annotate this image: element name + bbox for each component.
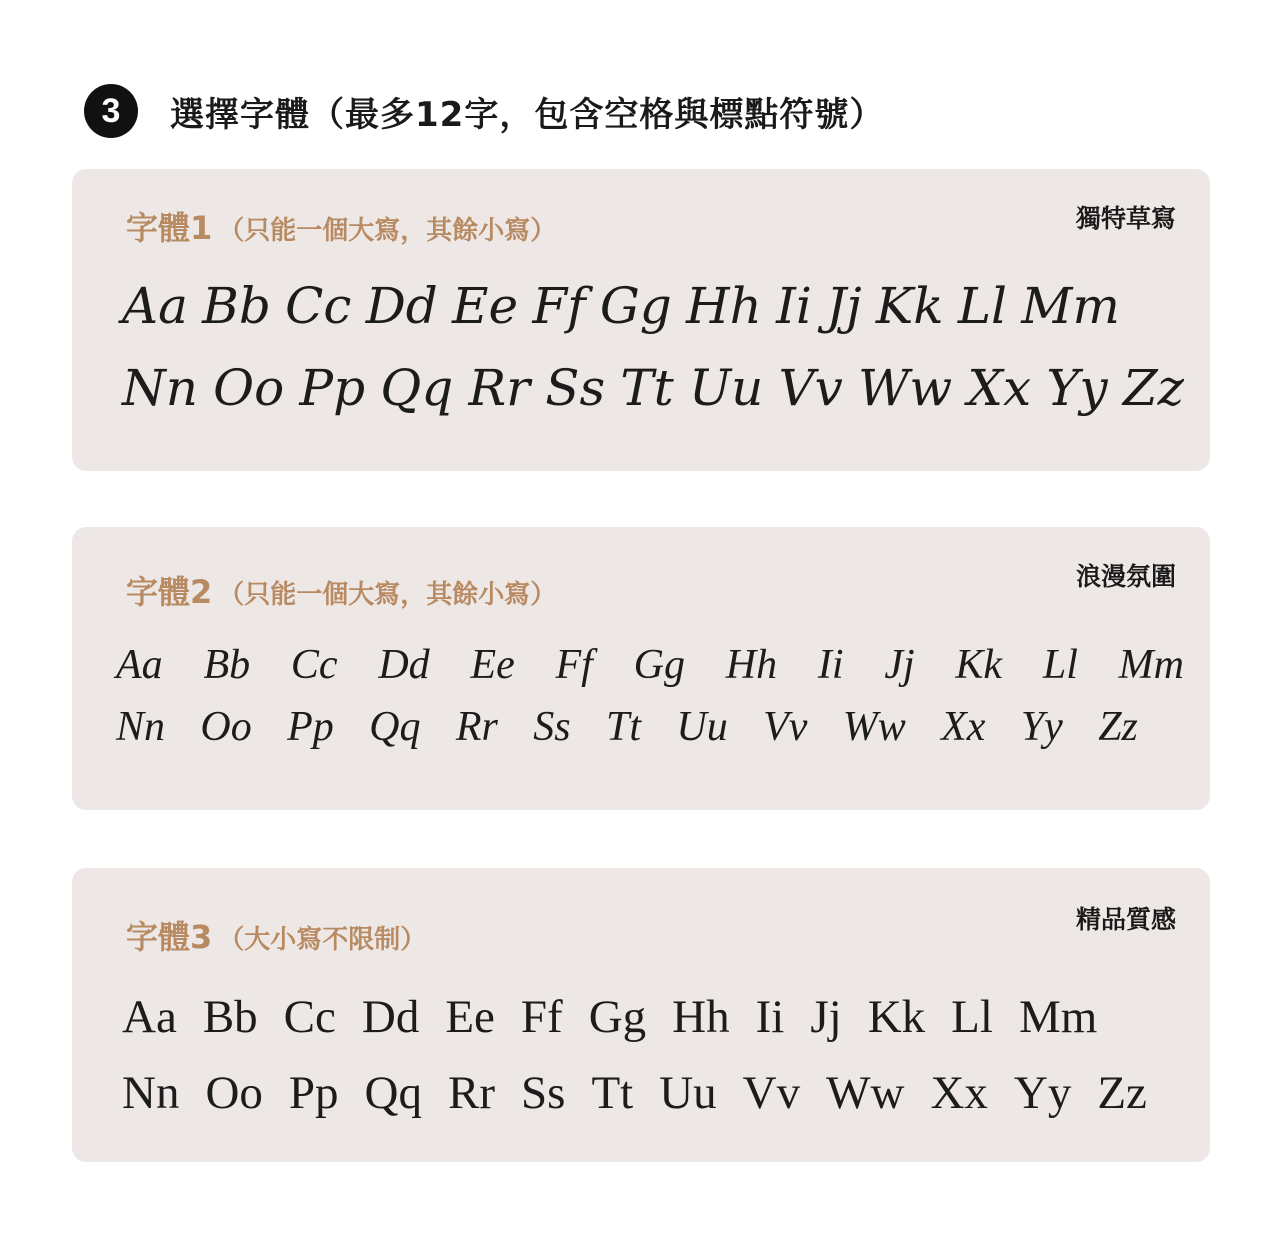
alphabet-row-2 <box>116 703 1138 751</box>
letter-pair: Ss <box>545 359 606 417</box>
letter-pair: Bb <box>202 991 258 1043</box>
letter-pair: Ll <box>957 277 1008 335</box>
alphabet-row-1 <box>116 641 1184 689</box>
font-style-label: 精品質感 <box>1075 905 1176 934</box>
letter-pair: Rr <box>455 704 498 750</box>
alphabet-row-1 <box>122 277 1120 335</box>
font-style-label: 獨特草寫 <box>1075 204 1176 233</box>
letter-pair: Kk <box>875 277 944 335</box>
letter-pair: Xx <box>941 704 986 750</box>
letter-pair: Zz <box>1098 704 1138 750</box>
letter-pair: Tt <box>620 359 674 417</box>
letter-pair: Mm <box>1118 642 1184 688</box>
letter-pair: Vv <box>763 704 808 750</box>
letter-pair: Ii <box>817 642 844 688</box>
letter-pair: Ii <box>776 277 812 335</box>
letter-pair: Cc <box>283 991 336 1043</box>
letter-pair: Nn <box>116 704 166 750</box>
letter-pair: Rr <box>448 1067 495 1119</box>
letter-pair: Hh <box>686 277 762 335</box>
letter-pair: Gg <box>599 277 672 335</box>
font-style-label: 浪漫氛圍 <box>1075 562 1176 591</box>
letter-pair: Oo <box>200 704 252 750</box>
letter-pair: Mm <box>1018 991 1098 1043</box>
font-option-3-card[interactable] <box>72 868 1210 1162</box>
letter-pair: Ff <box>532 277 586 335</box>
letter-pair: Aa <box>122 991 177 1043</box>
letter-pair: Ss <box>521 1067 566 1119</box>
letter-pair: Bb <box>202 277 271 335</box>
letter-pair: Bb <box>203 642 251 688</box>
alphabet-row-1 <box>122 990 1184 1044</box>
letter-pair: Dd <box>365 277 438 335</box>
letter-pair: Ll <box>1042 642 1078 688</box>
letter-pair: Qq <box>380 359 454 417</box>
letter-pair: Gg <box>633 642 685 688</box>
letter-pair: Tt <box>591 1067 634 1119</box>
letter-pair: Zz <box>1097 1067 1147 1119</box>
letter-pair: Ss <box>533 704 571 750</box>
letter-pair: Cc <box>290 642 338 688</box>
letter-pair: Ww <box>826 1067 905 1119</box>
letter-pair: Xx <box>967 359 1032 417</box>
letter-pair: Ii <box>755 991 785 1043</box>
letter-pair: Dd <box>361 991 420 1043</box>
letter-pair: Uu <box>659 1067 717 1119</box>
letter-pair: Ww <box>842 704 906 750</box>
font-option-title: 字體3 （大小寫不限制） <box>126 918 427 956</box>
letter-pair: Yy <box>1013 1067 1072 1119</box>
letter-pair: Yy <box>1046 359 1108 417</box>
font-option-2-card[interactable] <box>72 527 1210 810</box>
letter-pair: Jj <box>884 642 915 688</box>
letter-pair: Qq <box>364 1067 422 1119</box>
letter-pair: Pp <box>299 359 366 417</box>
letter-pair: Xx <box>930 1067 988 1119</box>
font-option-title: 字體1 （只能一個大寫，其餘小寫） <box>126 209 557 247</box>
letter-pair: Uu <box>688 359 764 417</box>
step-header <box>84 84 884 138</box>
letter-pair: Jj <box>810 991 842 1043</box>
letter-pair: Vv <box>778 359 843 417</box>
letter-pair: Hh <box>672 991 730 1043</box>
letter-pair: Pp <box>288 1067 339 1119</box>
letter-pair: Pp <box>287 704 334 750</box>
letter-pair: Nn <box>122 359 198 417</box>
letter-pair: Ee <box>445 991 495 1043</box>
letter-pair: Jj <box>826 277 862 335</box>
letter-pair: Oo <box>205 1067 263 1119</box>
step-number-badge: 3 <box>84 84 138 138</box>
letter-pair: Nn <box>122 1067 180 1119</box>
letter-pair: Dd <box>378 642 430 688</box>
letter-pair: Mm <box>1021 277 1120 335</box>
letter-pair: Rr <box>468 359 531 417</box>
letter-pair: Uu <box>676 704 728 750</box>
letter-pair: Qq <box>369 704 421 750</box>
font-option-title: 字體2 （只能一個大寫，其餘小寫） <box>126 573 557 611</box>
letter-pair: Vv <box>742 1067 801 1119</box>
letter-pair: Ee <box>470 642 515 688</box>
letter-pair: Aa <box>116 642 163 688</box>
alphabet-row-2 <box>122 359 1184 417</box>
letter-pair: Ww <box>858 359 953 417</box>
letter-pair: Oo <box>213 359 285 417</box>
letter-pair: Cc <box>285 277 352 335</box>
letter-pair: Ff <box>555 642 593 688</box>
letter-pair: Hh <box>725 642 778 688</box>
letter-pair: Ll <box>951 991 993 1043</box>
letter-pair: Ff <box>520 991 563 1043</box>
font-option-1-card[interactable] <box>72 169 1210 471</box>
letter-pair: Yy <box>1020 704 1063 750</box>
letter-pair: Aa <box>122 277 188 335</box>
letter-pair: Gg <box>588 991 647 1043</box>
letter-pair: Kk <box>867 991 926 1043</box>
letter-pair: Tt <box>605 704 641 750</box>
letter-pair: Ee <box>452 277 519 335</box>
letter-pair: Kk <box>955 642 1003 688</box>
alphabet-row-2 <box>122 1066 1184 1120</box>
step-title: 選擇字體（最多12字，包含空格與標點符號） <box>170 94 885 135</box>
letter-pair: Zz <box>1122 359 1184 417</box>
